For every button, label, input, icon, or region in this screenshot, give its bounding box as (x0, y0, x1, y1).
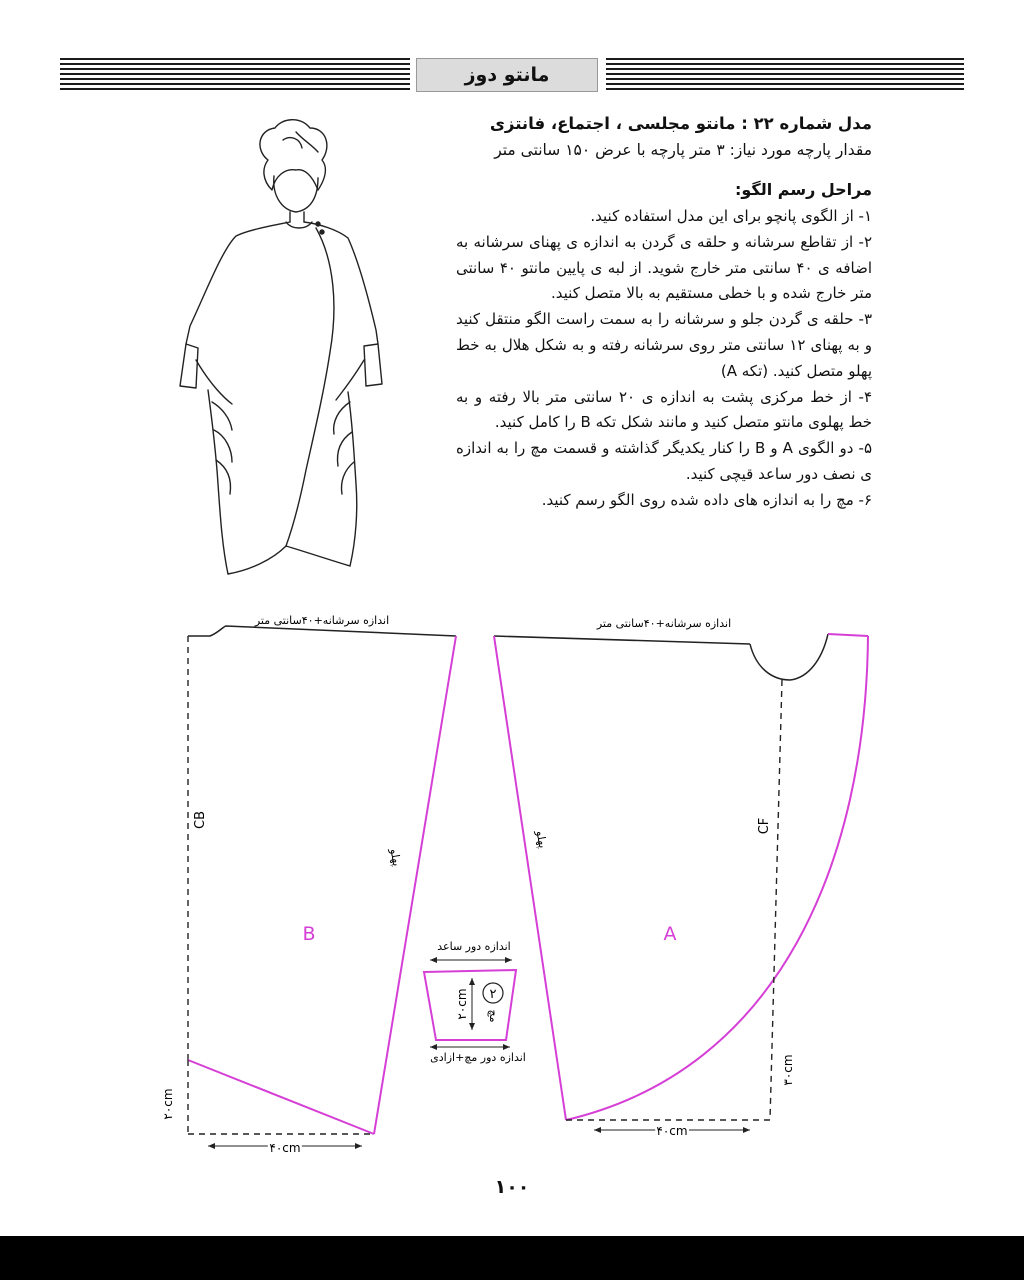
steps-title: مراحل رسم الگو: (734, 180, 872, 199)
step-6: ۶- مچ را به اندازه های داده شده روی الگو رسم کنید. (541, 490, 872, 509)
front-right-measure: ۳۰cm (781, 1054, 795, 1086)
front-bottom-measure: ۴۰cm (656, 1124, 688, 1138)
cuff-number: ۲ (489, 987, 497, 1002)
fabric-requirement: مقدار پارچه مورد نیاز: ۳ متر پارچه با عرض ۱۵۰ سانتی متر (494, 141, 872, 159)
cf-label: CF (757, 817, 772, 835)
front-top-label: اندازه سرشانه+۴۰سانتی متر (596, 617, 732, 630)
front-side-label: پهلو (533, 829, 550, 850)
piece-b-letter: B (302, 923, 316, 945)
piece-a-letter: A (663, 923, 677, 945)
cuff-height-label: ۲۰cm (455, 988, 469, 1020)
cf-line (770, 680, 782, 1120)
front-top-line (494, 636, 750, 644)
back-top-label: اندازه سرشانه+۴۰سانتی متر (254, 614, 390, 627)
cuff-top-label: اندازه دور ساعد (437, 940, 511, 953)
cuff-outline (424, 970, 516, 1040)
front-shoulder-extension (828, 634, 868, 636)
step-3: ۳- حلقه ی گردن جلو و سرشانه را به سمت راست الگو منتقل کنید و به پهنای ۱۲ سانتی متر روی سرشانه رفته و به شکل هلال به خط پهلو متصل کنید. (تکه A) (456, 310, 872, 380)
back-left-measure: ۲۰cm (161, 1088, 175, 1120)
cuff-name: مچ (487, 1009, 500, 1023)
bottom-black-bar (0, 1236, 1024, 1280)
back-hem-line (188, 1060, 374, 1134)
back-top-line (188, 626, 456, 636)
pattern-piece-a (494, 617, 868, 1138)
page-number: ۱۰۰ (494, 1176, 530, 1198)
back-bottom-measure: ۴۰cm (269, 1141, 301, 1155)
pattern-piece-b (161, 614, 456, 1155)
step-2: ۲- از تقاطع سرشانه و حلقه ی گردن به اندازه ی پهنای سرشانه به اضافه ی ۴۰ سانتی متر خارج شوید. از لبه ی پایین مانتو ۴۰ سانتی متر خارج شده و با خطی مستقیم به بالا متصل کنید. (456, 232, 872, 303)
model-title: مدل شماره ۲۲ : مانتو مجلسی ، اجتماع، فانتزی (489, 114, 872, 133)
front-curved-hem (566, 636, 868, 1120)
step-1: ۱- از الگوی پانچو برای این مدل استفاده کنید. (590, 207, 872, 225)
step-5: ۵- دو الگوی A و B را کنار یکدیگر گذاشته و قسمت مچ را به اندازه ی نصف دور ساعد قیچی کنید. (456, 439, 872, 483)
back-side-label: پهلو (387, 847, 404, 868)
garment-illustration (180, 120, 382, 574)
header-title: مانتو دوز (416, 58, 598, 92)
cb-label: CB (193, 811, 208, 829)
cuff-bottom-label: اندازه دور مچ+ازادی (430, 1051, 526, 1064)
pattern-cuff (424, 940, 526, 1064)
step-4: ۴- از خط مرکزی پشت به اندازه ی ۲۰ سانتی متر بالا رفته و به خط پهلوی مانتو متصل کنید و مانند شکل تکه B را کامل کنید. (456, 387, 872, 432)
front-neck-curve (750, 634, 828, 680)
